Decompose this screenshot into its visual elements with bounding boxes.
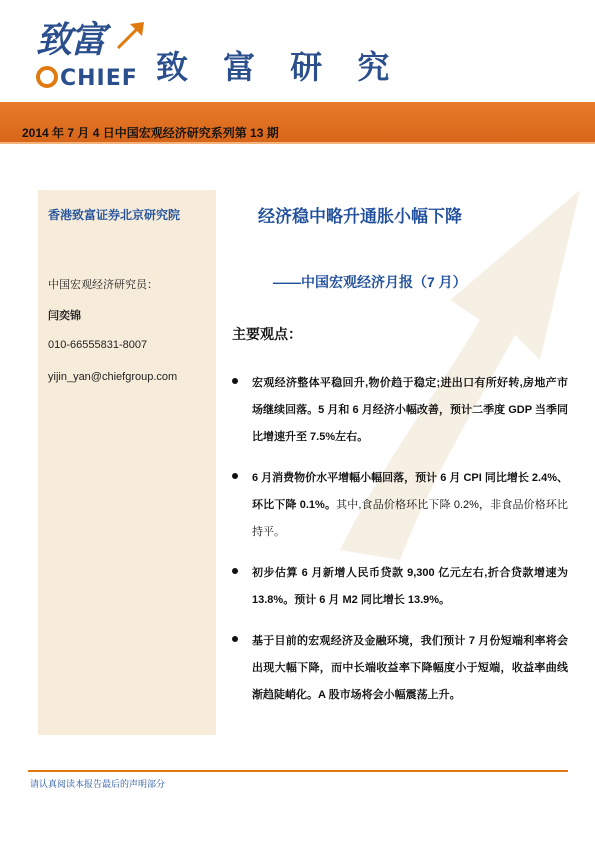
institute-name: 香港致富证券北京研究院 (48, 208, 181, 222)
footer-divider (28, 770, 568, 772)
bullet-icon (232, 636, 238, 642)
bullet-icon (232, 568, 238, 574)
banner-underline (0, 142, 595, 144)
bullet-bold-text: 6 月消费物价水平增幅小幅回落，预计 6 月 CPI 同比增长 2.4%、环比下降 0.1%。 (252, 472, 568, 511)
bullet-bold-text: 初步估算 6 月新增人民币贷款 9,300 亿元左右,折合贷款增速为 13.8%。预计 6 月 M2 同比增长 13.9%。 (252, 567, 568, 606)
chief-logo (28, 8, 160, 96)
bullet-text: 其中,食品价格环比下降 0.2%，非食品价格环比持平。 (252, 499, 568, 538)
logo-arrow-icon (114, 18, 150, 54)
report-subtitle: ——中国宏观经济月报（7 月） (273, 274, 467, 290)
list-item (232, 370, 568, 451)
logo-cn-text: 致富 (36, 19, 105, 61)
key-points-heading: 主要观点： (232, 326, 302, 342)
analyst-email[interactable]: yijin_yan@chiefgroup.com (48, 371, 178, 383)
bullet-icon (232, 473, 238, 479)
analyst-phone: 010-66555831-8007 (48, 339, 148, 351)
list-item (232, 628, 568, 709)
list-item (232, 560, 568, 614)
logo-ring-icon (36, 66, 58, 88)
bullet-bold-text: 基于目前的宏观经济及金融环境，我们预计 7 月份短端利率将会出现大幅下降，而中长端收益率下降幅度小于短端，收益率曲线渐趋陡峭化。A 股市场将会小幅震荡上升。 (252, 635, 568, 701)
author-sidebar (38, 190, 216, 735)
report-title: 经济稳中略升通胀小幅下降 (258, 207, 462, 226)
issue-line: 2014 年 7 月 4 日中国宏观经济研究系列第 13 期 (22, 126, 279, 140)
analyst-role: 中国宏观经济研究员： (48, 279, 158, 291)
key-points-list (232, 370, 568, 723)
brand-title: 致 富 研 究 (156, 48, 402, 86)
footer-disclaimer-link[interactable]: 请认真阅读本报告最后的声明部分 (30, 779, 166, 789)
bullet-icon (232, 378, 238, 384)
bullet-bold-text: 宏观经济整体平稳回升,物价趋于稳定;进出口有所好转,房地产市场继续回落。5 月和 6 月经济小幅改善，预计二季度 GDP 当季同比增速升至 7.5%左右。 (252, 377, 568, 443)
list-item (232, 465, 568, 546)
logo-en-text: CHIEF (60, 66, 138, 91)
analyst-name: 闫奕锦 (48, 310, 81, 322)
